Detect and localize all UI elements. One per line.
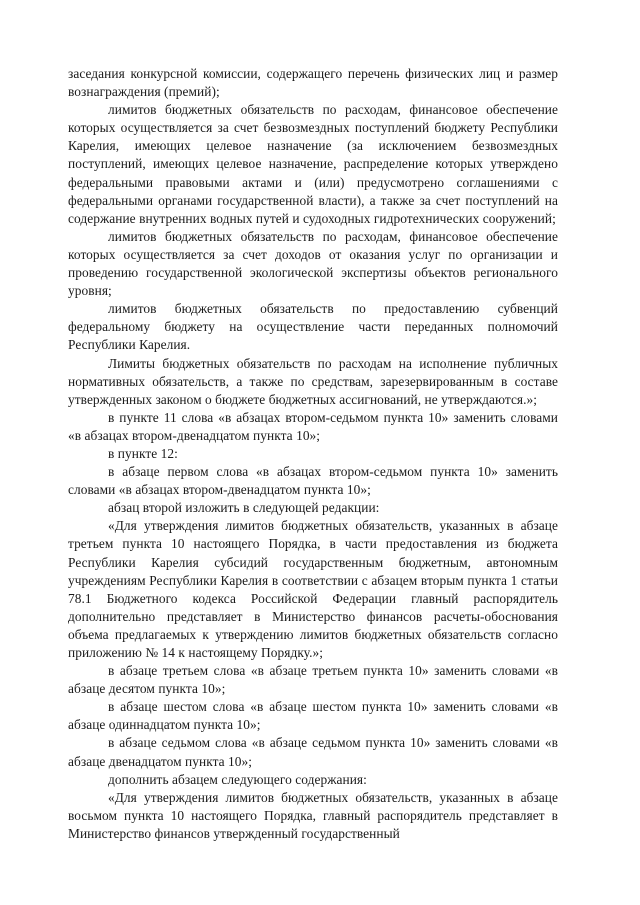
paragraph: в пункте 12: — [108, 445, 178, 461]
paragraph: заседания конкурсной комиссии, содержащего перечень физических лиц и размер вознаграждения (премий); — [68, 66, 558, 100]
document-body — [68, 65, 558, 843]
paragraph: «Для утверждения лимитов бюджетных обязательств, указанных в абзаце третьем пункта 10 настоящего Порядка, в части предоставления из бюджета Республики Карелия субсидий государственным бюджетным, автономным учреждениям Республики Карелия в соответствии с абзацем вторым пункта 1 статьи 78.1 Бюджетного кодекса Российской Федерации главный распорядитель дополнительно представляет в Министерство финансов расчеты-обоснования объема предлагаемых к утверждению лимитов бюджетных обязательств согласно приложению № 14 к настоящему Порядку.»; — [68, 518, 558, 660]
paragraph: в абзаце седьмом слова «в абзаце седьмом пункта 10» заменить словами «в абзаце двенадцатом пункта 10»; — [68, 735, 558, 769]
paragraph: в абзаце третьем слова «в абзаце третьем пункта 10» заменить словами «в абзаце десятом пункта 10»; — [68, 663, 558, 697]
paragraph: Лимиты бюджетных обязательств по расходам на исполнение публичных нормативных обязательств, а также по средствам, зарезервированным в составе утвержденных законом о бюджете бюджетных ассигнований, не утверждаются.»; — [68, 355, 558, 407]
paragraph: абзац второй изложить в следующей редакции: — [108, 500, 380, 516]
paragraph: лимитов бюджетных обязательств по расходам, финансовое обеспечение которых осуществляется за счет безвозмездных поступлений бюджету Республики Карелия, имеющих целевое назначение (за исключением безвозмездных поступлений, имеющих целевое назначение, распределение которых утверждено федеральными правовыми актами и (или) предусмотрено соглашениями с федеральными органами государственной власти), а также за счет поступлений на содержание внутренних водных путей и судоходных гидротехнических сооружений; — [68, 102, 558, 226]
paragraph: «Для утверждения лимитов бюджетных обязательств, указанных в абзаце восьмом пункта 10 настоящего Порядка, главный распорядитель представляет в Министерство финансов утвержденный государственный — [68, 789, 558, 841]
paragraph: дополнить абзацем следующего содержания: — [108, 771, 367, 787]
paragraph: в пункте 11 слова «в абзацах втором-седьмом пункта 10» заменить словами «в абзацах втором-двенадцатом пункта 10»; — [68, 409, 558, 443]
paragraph: в абзаце шестом слова «в абзаце шестом пункта 10» заменить словами «в абзаце одиннадцатом пункта 10»; — [68, 699, 558, 733]
paragraph: лимитов бюджетных обязательств по предоставлению субвенций федеральному бюджету на осуществление части переданных полномочий Республики Карелия. — [68, 301, 558, 353]
paragraph: лимитов бюджетных обязательств по расходам, финансовое обеспечение которых осуществляется за счет доходов от оказания услуг по организации и проведению государственной экологической экспертизы объектов регионального уровня; — [68, 228, 558, 299]
paragraph: в абзаце первом слова «в абзацах втором-седьмом пункта 10» заменить словами «в абзацах втором-двенадцатом пункта 10»; — [68, 464, 558, 498]
